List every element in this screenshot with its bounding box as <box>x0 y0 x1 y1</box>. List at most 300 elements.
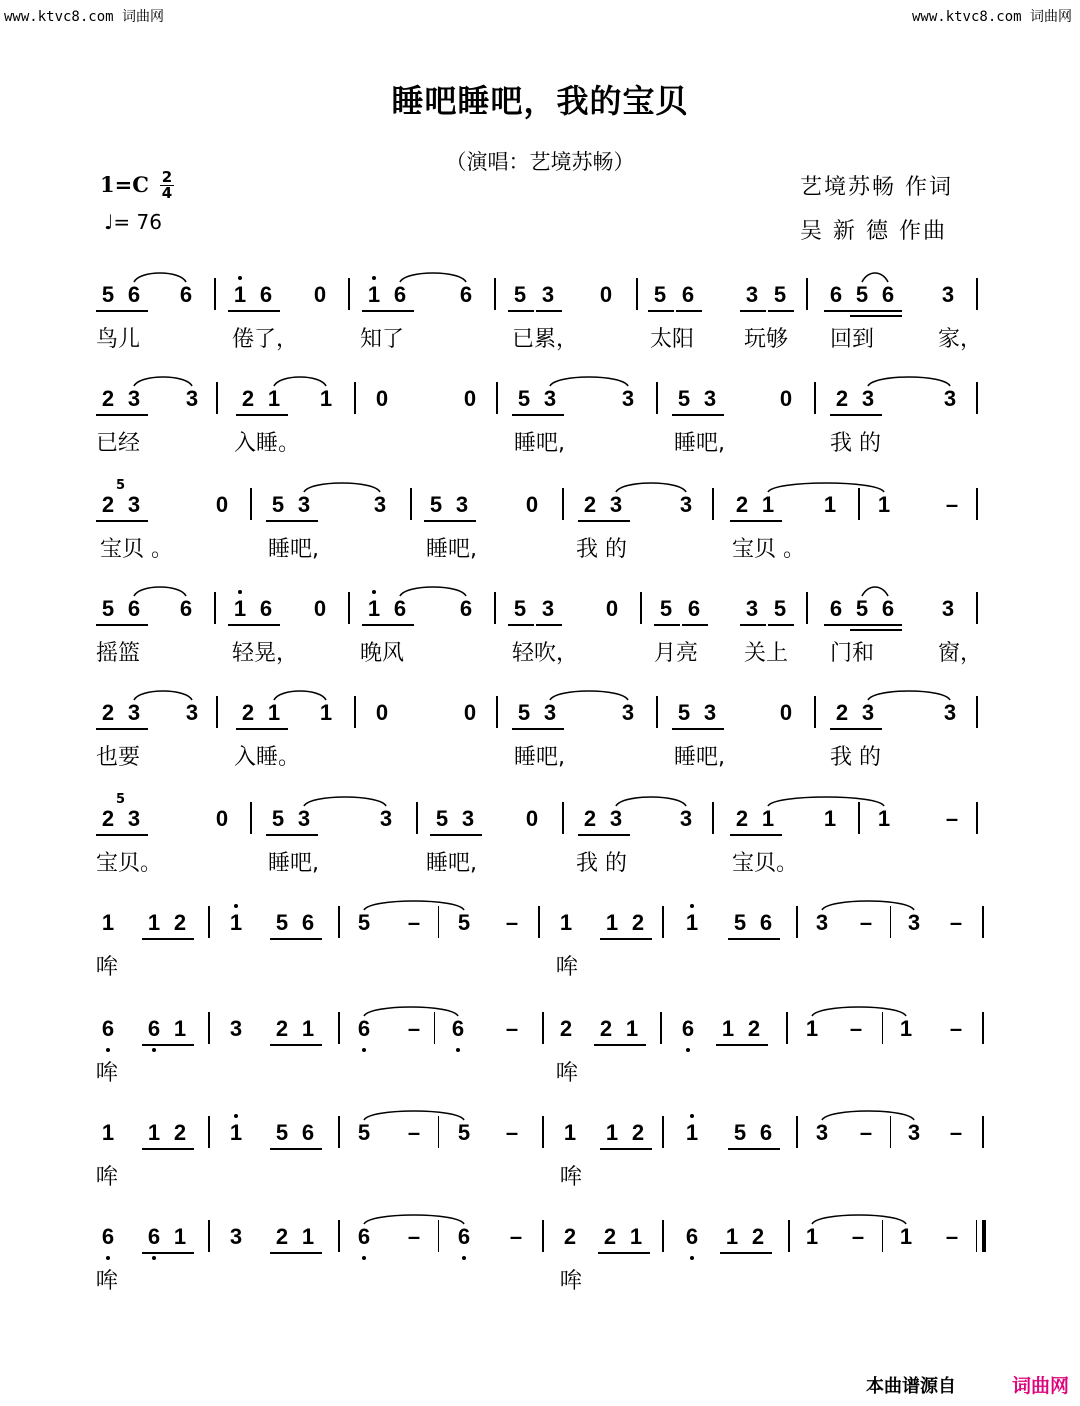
note: – <box>407 1224 421 1249</box>
note: 3 <box>379 806 393 831</box>
note: 1 <box>147 1120 161 1145</box>
underline <box>142 938 168 940</box>
underline <box>850 310 876 312</box>
slur-layer <box>0 1108 1080 1138</box>
lyric: 哞 <box>560 1269 583 1294</box>
lyric: 摇篮 <box>96 641 141 666</box>
note: 2 <box>563 1224 577 1249</box>
watermark-right: www.ktvc8.com 词曲网 <box>911 9 1072 25</box>
slur-arc <box>616 483 686 492</box>
note: 5 <box>517 386 531 411</box>
note: 3 <box>815 910 829 935</box>
slur-arc <box>134 273 186 282</box>
note: 1 <box>877 492 891 517</box>
note: 3 <box>127 386 141 411</box>
note: 6 <box>179 596 193 621</box>
low-octave-dot <box>152 1256 156 1260</box>
note: 3 <box>609 806 623 831</box>
underline <box>626 938 652 940</box>
note: 5 <box>677 386 691 411</box>
note: 6 <box>101 1016 115 1041</box>
lyricist-credit: 艺境苏畅 作词 <box>800 175 953 200</box>
note: 5 <box>275 1120 289 1145</box>
note: 5 <box>101 282 115 307</box>
note: 5 <box>677 700 691 725</box>
lyric: 宝贝。 <box>96 851 163 876</box>
note: 3 <box>297 806 311 831</box>
underline <box>730 520 756 522</box>
note: 1 <box>877 806 891 831</box>
note: 6 <box>681 1016 695 1041</box>
note: 3 <box>297 492 311 517</box>
low-octave-dot <box>152 1048 156 1052</box>
lyric: 哞 <box>96 1165 119 1190</box>
slur-layer <box>0 1004 1080 1034</box>
note: 6 <box>459 282 473 307</box>
note: – <box>849 1016 863 1041</box>
note: 3 <box>941 596 955 621</box>
underline <box>456 834 482 836</box>
note: 2 <box>583 492 597 517</box>
note: 2 <box>241 700 255 725</box>
note: 6 <box>259 596 273 621</box>
note: 2 <box>631 910 645 935</box>
underline <box>270 938 296 940</box>
underline <box>824 310 850 312</box>
underline <box>830 728 856 730</box>
grace-note: 5 <box>116 478 126 493</box>
underline <box>536 310 562 312</box>
note: 6 <box>759 910 773 935</box>
lyric: 轻吹， <box>512 641 579 666</box>
lyric: 月亮 <box>654 641 699 666</box>
note: 6 <box>881 282 895 307</box>
slur-arc <box>550 377 628 386</box>
underline <box>594 1044 620 1046</box>
slur-arc <box>822 1111 914 1120</box>
note: 6 <box>147 1016 161 1041</box>
slur-layer <box>0 898 1080 928</box>
lyric: 哞 <box>556 1061 579 1086</box>
note: 5 <box>733 1120 747 1145</box>
note: 6 <box>127 596 141 621</box>
underline <box>730 834 756 836</box>
note: – <box>851 1224 865 1249</box>
note: 5 <box>271 492 285 517</box>
note: 6 <box>357 1224 371 1249</box>
lyric: 睡吧, <box>268 851 319 876</box>
underline <box>624 1252 650 1254</box>
lyric: 入睡。 <box>234 431 301 456</box>
underline <box>768 310 794 312</box>
note: 2 <box>101 700 115 725</box>
note: 1 <box>233 596 247 621</box>
note: 0 <box>313 282 327 307</box>
note: 5 <box>855 596 869 621</box>
slur-arc <box>304 797 386 806</box>
note: 3 <box>703 700 717 725</box>
note: 1 <box>173 1016 187 1041</box>
note: 2 <box>735 492 749 517</box>
lyric: 回到 <box>830 327 875 352</box>
note: 6 <box>179 282 193 307</box>
note: 1 <box>605 1120 619 1145</box>
lyric: 哞 <box>96 1269 119 1294</box>
note: 2 <box>241 386 255 411</box>
underline <box>742 1044 768 1046</box>
note: 1 <box>267 386 281 411</box>
underline <box>122 834 148 836</box>
lyric: 我 的 <box>830 431 881 456</box>
note: 6 <box>127 282 141 307</box>
underline <box>388 310 414 312</box>
grace-note: 5 <box>116 792 126 807</box>
underline <box>672 728 698 730</box>
note: 6 <box>881 596 895 621</box>
note: 5 <box>653 282 667 307</box>
underline <box>654 624 680 626</box>
note: 2 <box>559 1016 573 1041</box>
underline <box>676 310 702 312</box>
note: 5 <box>275 910 289 935</box>
note: 3 <box>941 282 955 307</box>
underline <box>122 624 148 626</box>
note: 3 <box>815 1120 829 1145</box>
note: 2 <box>603 1224 617 1249</box>
note: 1 <box>805 1016 819 1041</box>
underline <box>578 834 604 836</box>
slur-arc <box>134 691 192 700</box>
note: – <box>949 1016 963 1041</box>
note: 5 <box>773 596 787 621</box>
underline <box>830 414 856 416</box>
underline <box>296 938 322 940</box>
note: 1 <box>899 1224 913 1249</box>
footer-site-logo: 词曲网 <box>1012 1375 1070 1397</box>
slur-arc <box>364 1215 464 1224</box>
underline <box>824 624 850 626</box>
note: 3 <box>861 700 875 725</box>
note: 6 <box>681 282 695 307</box>
note: 5 <box>101 596 115 621</box>
underline <box>620 1044 646 1046</box>
underline-double <box>876 315 902 317</box>
note: 5 <box>513 596 527 621</box>
lyric: 睡吧, <box>674 745 725 770</box>
slur-arc <box>868 377 950 386</box>
note: 5 <box>855 282 869 307</box>
underline <box>168 938 194 940</box>
note: 3 <box>127 492 141 517</box>
note: 1 <box>559 910 573 935</box>
score-row <box>0 1004 1080 1108</box>
underline <box>768 624 794 626</box>
underline <box>578 520 604 522</box>
underline <box>756 520 782 522</box>
note: 3 <box>229 1016 243 1041</box>
lyric: 宝贝 。 <box>732 537 805 562</box>
lyric: 知了 <box>360 327 405 352</box>
note: 6 <box>301 1120 315 1145</box>
note: 6 <box>685 1224 699 1249</box>
underline <box>388 624 414 626</box>
underline <box>746 1252 772 1254</box>
note: 2 <box>599 1016 613 1041</box>
slur-arc <box>868 691 950 700</box>
note: 3 <box>621 700 635 725</box>
score-row <box>0 1212 1080 1316</box>
score-row <box>0 688 1080 792</box>
note: 2 <box>583 806 597 831</box>
note: 6 <box>393 282 407 307</box>
underline <box>236 728 262 730</box>
note: – <box>859 910 873 935</box>
low-octave-dot <box>362 1048 366 1052</box>
slur-arc <box>364 901 464 910</box>
note: 1 <box>605 910 619 935</box>
note: 1 <box>823 492 837 517</box>
note: 0 <box>215 492 229 517</box>
note: 1 <box>685 910 699 935</box>
slur-arc <box>274 377 326 386</box>
underline <box>728 1148 754 1150</box>
note: 0 <box>779 386 793 411</box>
slur-arc <box>400 273 466 282</box>
note: 3 <box>461 806 475 831</box>
underline <box>122 728 148 730</box>
note: 3 <box>185 700 199 725</box>
underline <box>96 624 122 626</box>
note: – <box>407 1120 421 1145</box>
slur-arc <box>812 1215 906 1224</box>
underline <box>122 310 148 312</box>
note: 2 <box>747 1016 761 1041</box>
lyric: 玩够 <box>744 327 789 352</box>
underline <box>122 414 148 416</box>
note: 3 <box>455 492 469 517</box>
key-signature: 1=C <box>100 172 149 197</box>
slur-arc <box>364 1111 464 1120</box>
composer-credit: 吴 新 德 作曲 <box>800 219 947 244</box>
note: – <box>945 492 959 517</box>
underline <box>754 938 780 940</box>
note: 5 <box>457 1120 471 1145</box>
lyric: 哞 <box>556 955 579 980</box>
note: 1 <box>173 1224 187 1249</box>
score-row <box>0 374 1080 478</box>
lyric: 鸟儿 <box>96 327 141 352</box>
note: 6 <box>301 910 315 935</box>
underline <box>296 1148 322 1150</box>
note: 1 <box>761 492 775 517</box>
underline <box>698 414 724 416</box>
underline <box>512 728 538 730</box>
underline <box>362 624 388 626</box>
note: 1 <box>301 1224 315 1249</box>
underline <box>168 1044 194 1046</box>
underline <box>254 310 280 312</box>
underline <box>604 834 630 836</box>
note: – <box>505 1016 519 1041</box>
note: 3 <box>541 596 555 621</box>
note: 2 <box>101 386 115 411</box>
underline <box>512 414 538 416</box>
underline <box>266 834 292 836</box>
lyric: 窗， <box>938 641 983 666</box>
note: 6 <box>457 1224 471 1249</box>
underline <box>626 1148 652 1150</box>
note: 1 <box>721 1016 735 1041</box>
lyric: 已累， <box>512 327 579 352</box>
underline <box>876 310 902 312</box>
note: 5 <box>733 910 747 935</box>
note: 2 <box>275 1016 289 1041</box>
lyric: 睡吧, <box>268 537 319 562</box>
slur-layer <box>0 584 1080 614</box>
note: 0 <box>599 282 613 307</box>
note: 3 <box>229 1224 243 1249</box>
note: 6 <box>829 282 843 307</box>
note: 3 <box>679 492 693 517</box>
note: 1 <box>725 1224 739 1249</box>
note: 1 <box>563 1120 577 1145</box>
slur-layer <box>0 374 1080 404</box>
slur-arc <box>822 901 914 910</box>
underline <box>538 728 564 730</box>
underline <box>122 520 148 522</box>
slur-arc <box>768 797 884 806</box>
note: 2 <box>631 1120 645 1145</box>
slur-layer <box>0 480 1080 510</box>
note: 6 <box>687 596 701 621</box>
note: – <box>945 806 959 831</box>
score-row <box>0 584 1080 688</box>
time-signature-top: 2 <box>161 168 173 186</box>
note: 1 <box>685 1120 699 1145</box>
note: – <box>949 1120 963 1145</box>
note: 5 <box>357 1120 371 1145</box>
note: 2 <box>173 910 187 935</box>
underline <box>598 1252 624 1254</box>
note: 2 <box>173 1120 187 1145</box>
underline <box>296 1252 322 1254</box>
underline <box>682 624 708 626</box>
slur-arc <box>862 587 888 596</box>
slur-layer <box>0 270 1080 300</box>
slur-arc <box>304 483 380 492</box>
note: 3 <box>541 282 555 307</box>
note: 6 <box>451 1016 465 1041</box>
slur-arc <box>134 377 192 386</box>
slur-arc <box>364 1007 458 1016</box>
lyric: 我 的 <box>576 851 627 876</box>
note: 3 <box>943 700 957 725</box>
underline <box>728 938 754 940</box>
slur-arc <box>400 587 466 596</box>
underline <box>96 310 122 312</box>
note: 1 <box>629 1224 643 1249</box>
note: 1 <box>805 1224 819 1249</box>
note: 0 <box>375 700 389 725</box>
lyric: 睡吧, <box>426 851 477 876</box>
slur-layer <box>0 688 1080 718</box>
underline <box>450 520 476 522</box>
note: 0 <box>525 806 539 831</box>
underline <box>228 624 254 626</box>
underline <box>648 310 674 312</box>
note: 0 <box>463 386 477 411</box>
low-octave-dot <box>690 1256 694 1260</box>
note: – <box>509 1224 523 1249</box>
low-octave-dot <box>106 1256 110 1260</box>
lyric: 我 的 <box>830 745 881 770</box>
note: 1 <box>761 806 775 831</box>
time-signature-bottom: 4 <box>161 184 173 202</box>
underline <box>672 414 698 416</box>
note: 1 <box>229 910 243 935</box>
note: 5 <box>517 700 531 725</box>
note: 6 <box>357 1016 371 1041</box>
slur-arc <box>134 587 186 596</box>
lyric: 睡吧, <box>674 431 725 456</box>
note: 1 <box>319 700 333 725</box>
note: 5 <box>773 282 787 307</box>
note: 1 <box>319 386 333 411</box>
note: 6 <box>829 596 843 621</box>
underline <box>254 624 280 626</box>
score-row <box>0 794 1080 898</box>
lyric: 轻晃， <box>232 641 299 666</box>
low-octave-dot <box>456 1048 460 1052</box>
low-octave-dot <box>106 1048 110 1052</box>
underline <box>600 1148 626 1150</box>
lyric: 宝贝 。 <box>100 537 173 562</box>
underline <box>720 1252 746 1254</box>
note: 1 <box>367 282 381 307</box>
note: 3 <box>621 386 635 411</box>
low-octave-dot <box>362 1256 366 1260</box>
note: 0 <box>463 700 477 725</box>
lyric: 晚风 <box>360 641 405 666</box>
score-row <box>0 480 1080 584</box>
note: 2 <box>275 1224 289 1249</box>
tempo-mark: ♩= 76 <box>104 210 162 234</box>
underline <box>296 1044 322 1046</box>
underline <box>754 1148 780 1150</box>
note: 3 <box>185 386 199 411</box>
note: 2 <box>101 806 115 831</box>
note: 1 <box>101 910 115 935</box>
lyric: 门和 <box>830 641 875 666</box>
note: 0 <box>215 806 229 831</box>
underline <box>262 728 288 730</box>
note: 3 <box>907 1120 921 1145</box>
lyric: 哞 <box>96 1061 119 1086</box>
note: 3 <box>745 596 759 621</box>
note: 3 <box>609 492 623 517</box>
underline <box>538 414 564 416</box>
underline <box>536 624 562 626</box>
underline <box>228 310 254 312</box>
lyric: 睡吧, <box>514 745 565 770</box>
note: – <box>859 1120 873 1145</box>
note: 1 <box>899 1016 913 1041</box>
score-row <box>0 270 1080 374</box>
underline <box>740 624 766 626</box>
note: – <box>505 910 519 935</box>
note: 3 <box>127 806 141 831</box>
note: 0 <box>779 700 793 725</box>
